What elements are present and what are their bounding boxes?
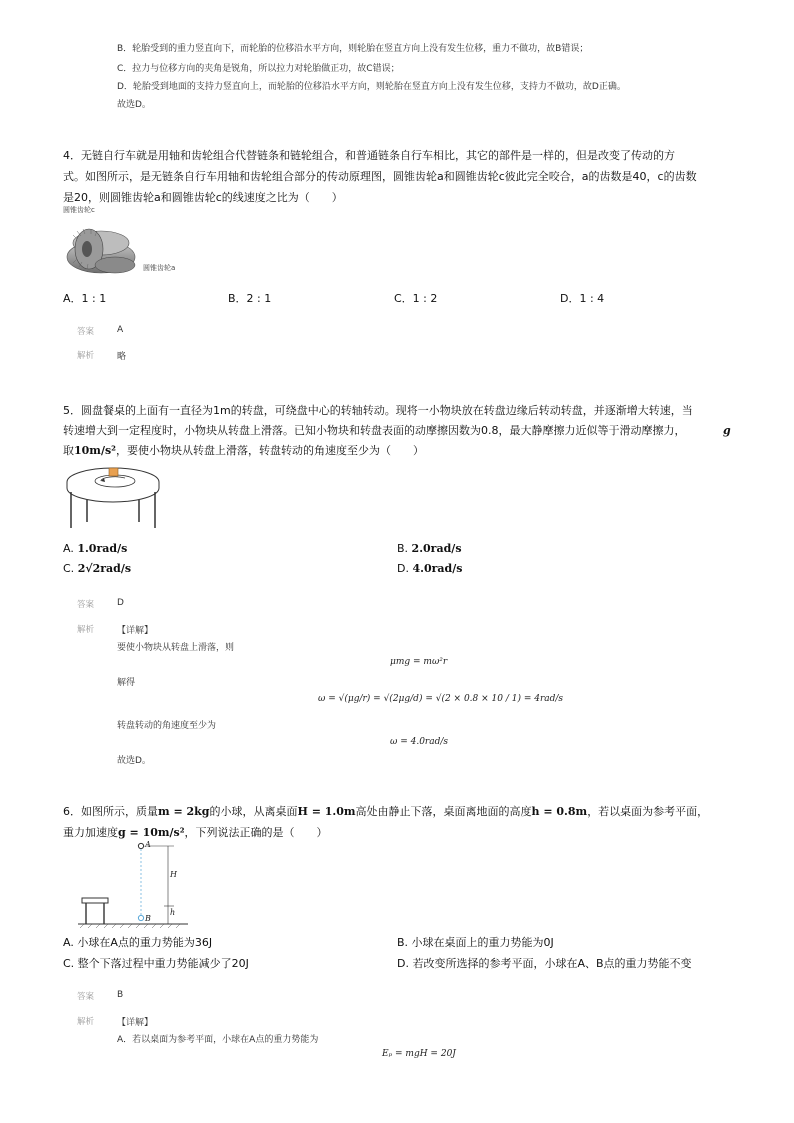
q4-stem-line2: 式。如图所示，是无链条自行车用轴和齿轮组合部分的传动原理图，圆锥齿轮a和圆锥齿轮c彼此完全咬合，a的齿数是40，c的齿数	[63, 170, 697, 183]
q6-answer: B	[117, 990, 124, 1000]
turntable-figure	[63, 462, 163, 530]
q4-analysis-label: 解析	[77, 351, 95, 361]
gear-illustration	[63, 215, 203, 287]
q6-line2-part1: 重力加速度	[63, 826, 118, 839]
q4-option-a[interactable]: A．1 : 1	[63, 292, 107, 305]
q3-option-d-explanation: D．轮胎受到地面的支持力竖直向上，而轮胎的位移沿水平方向，则轮胎在竖直方向上没有发生位移，支持力不做功，故D正确。	[117, 82, 626, 92]
fig-label-h: h	[170, 908, 176, 917]
q5-step3: 转盘转动的角速度至少为	[117, 721, 217, 731]
fig-label-gear-a: 圆锥齿轮a	[143, 264, 176, 272]
q5-stem-line2: 转速增大到一定程度时，小物块从转盘上滑落。已知小物块和转盘表面的动摩擦因数为0.8，最大静摩擦力近似等于滑动摩擦力，	[63, 424, 686, 437]
q6-option-d[interactable]: D. 若改变所选择的参考平面，小球在A、B点的重力势能不变	[397, 957, 692, 970]
q5-option-c-prefix: C.	[63, 562, 75, 575]
q5-option-d-prefix: D.	[397, 562, 409, 575]
q5-option-b-prefix: B.	[397, 542, 409, 555]
q5-option-c[interactable]: 2√2rad/s	[77, 562, 132, 575]
q6-option-c[interactable]: C. 整个下落过程中重力势能减少了20J	[63, 957, 249, 970]
q5-g-value: 10m/s²	[74, 444, 116, 457]
fig-label-H: H	[170, 870, 177, 879]
q4-answer-label: 答案	[77, 327, 95, 337]
fig-label-gear-c: 圆锥齿轮c	[63, 206, 95, 214]
q5-equation-1: μmg = mω²r	[390, 657, 448, 667]
fig-label-B: B	[145, 914, 151, 923]
q5-analysis-label: 解析	[77, 625, 95, 635]
q4-stem-line3: 是20，则圆锥齿轮a和圆锥齿轮c的线速度之比为（ ）	[63, 191, 343, 204]
bevel-gear-figure	[63, 205, 203, 285]
q6-line1-part2: 的小球，从离桌面	[209, 805, 298, 818]
q6-gravity: g = 10m/s²	[118, 826, 185, 839]
q5-line3-suffix: ，要使小物块从转盘上滑落，转盘转动的角速度至少为（ ）	[115, 444, 424, 457]
q4-option-d[interactable]: D．1 : 4	[560, 292, 605, 305]
q6-option-a[interactable]: A. 小球在A点的重力势能为36J	[63, 936, 213, 949]
q5-option-d[interactable]: 4.0rad/s	[412, 562, 463, 575]
q5-equation-3: ω = 4.0rad/s	[390, 737, 448, 747]
q6-option-b[interactable]: B. 小球在桌面上的重力势能为0J	[397, 936, 554, 949]
q5-detail-tag: 【详解】	[117, 626, 154, 636]
q5-step1: 要使小物块从转盘上滑落，则	[117, 643, 235, 653]
q5-conclusion: 故选D。	[117, 756, 151, 766]
q5-option-b[interactable]: 2.0rad/s	[411, 542, 462, 555]
q6-line1-part4: ，若以桌面为参考平面，	[587, 805, 709, 818]
q6-detail-tag: 【详解】	[117, 1018, 154, 1028]
q5-option-a[interactable]: 1.0rad/s	[77, 542, 128, 555]
q5-answer: D	[117, 598, 124, 608]
q3-option-b-explanation: B．轮胎受到的重力竖直向下，而轮胎的位移沿水平方向，则轮胎在竖直方向上没有发生位移，重力不做功，故B错误；	[117, 44, 589, 54]
q4-stem-line1: 4．无链自行车就是用轴和齿轮组合代替链条和链轮组合，和普通链条自行车相比，其它的部件是一样的，但是改变了传动的方	[63, 149, 675, 162]
q6-height-H: H = 1.0m	[297, 805, 356, 818]
q6-answer-label: 答案	[77, 992, 95, 1002]
q5-stem-line1: 5．圆盘餐桌的上面有一直径为1m的转盘，可绕盘中心的转轴转动。现将一小物块放在转盘边缘后转动转盘，并逐渐增大转速，当	[63, 404, 693, 417]
q6-equation-1: Eₚ = mgH = 20J	[382, 1049, 456, 1059]
q3-conclusion: 故选D。	[117, 100, 151, 110]
q4-option-c[interactable]: C．1 : 2	[394, 292, 438, 305]
q6-line2-part2: ，下列说法正确的是（ ）	[184, 826, 328, 839]
q5-option-a-prefix: A.	[63, 542, 74, 555]
q6-analysis-label: 解析	[77, 1017, 95, 1027]
q5-answer-label: 答案	[77, 600, 95, 610]
fig-label-A: A	[145, 840, 151, 849]
q6-line1-part3: 高处由静止下落，桌面离地面的高度	[355, 805, 532, 818]
q4-answer: A	[117, 325, 124, 335]
falling-ball-figure	[78, 840, 188, 930]
q6-step1: A．若以桌面为参考平面，小球在A点的重力势能为	[117, 1035, 319, 1045]
q4-option-b[interactable]: B．2 : 1	[228, 292, 272, 305]
q5-step2: 解得	[117, 678, 136, 688]
q3-option-c-explanation: C．拉力与位移方向的夹角是锐角，所以拉力对轮胎做正功，故C错误；	[117, 64, 400, 74]
q5-symbol-g: g	[723, 424, 731, 437]
q6-mass: m = 2kg	[158, 805, 210, 818]
q5-equation-2: ω = √(μg/r) = √(2μg/d) = √(2 × 0.8 × 10 / 1) = 4rad/s	[318, 694, 564, 704]
q6-height-h: h = 0.8m	[531, 805, 588, 818]
q4-analysis: 略	[117, 352, 127, 362]
q6-line1-part1: 6．如图所示，质量	[63, 805, 158, 818]
q5-line3-prefix: 取	[63, 444, 74, 457]
